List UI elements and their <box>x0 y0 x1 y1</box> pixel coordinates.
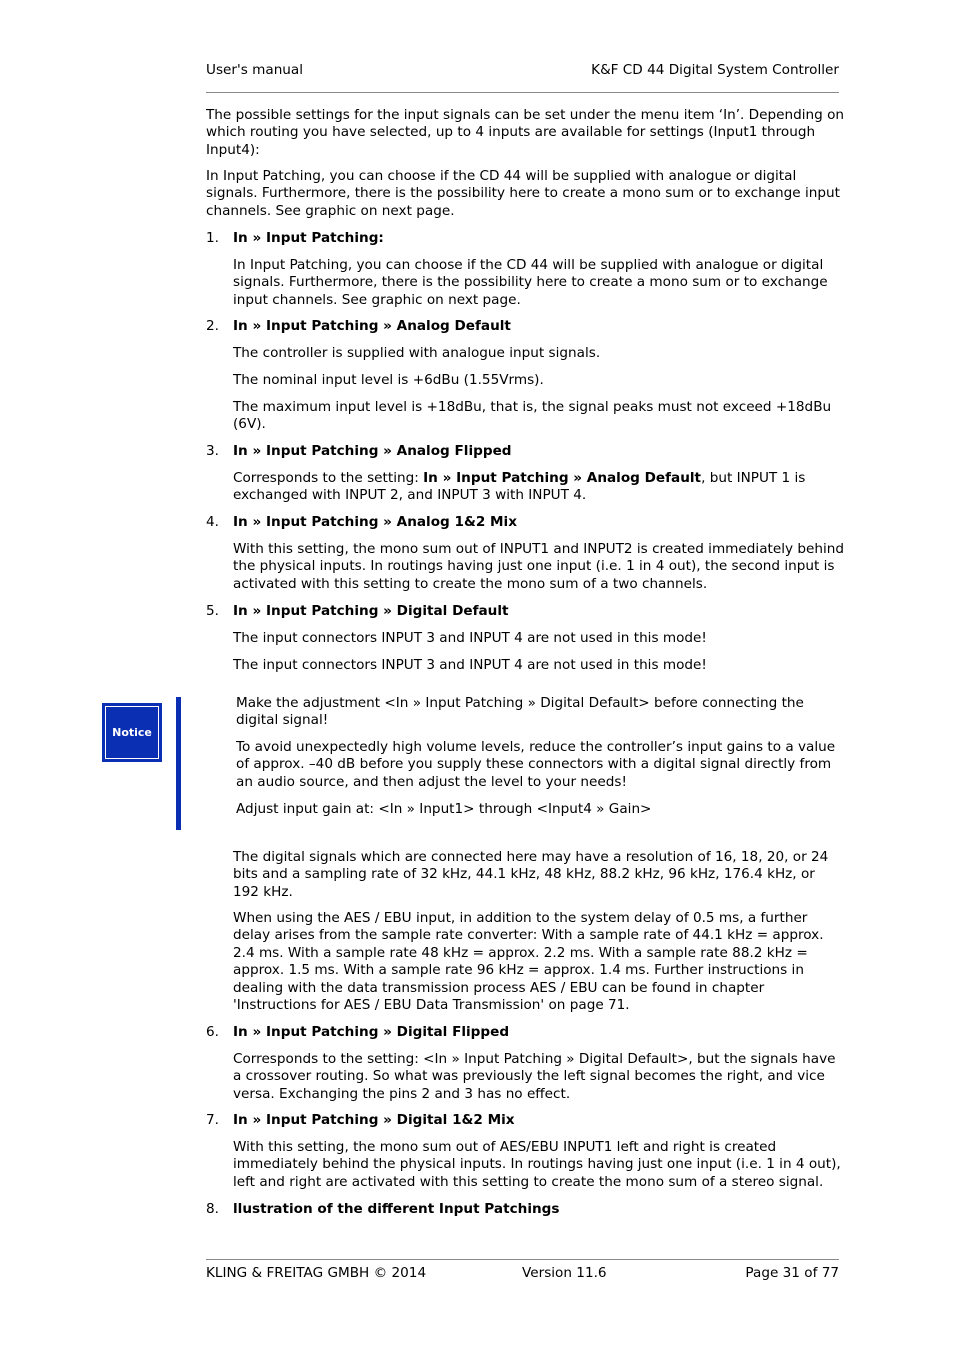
list-item-8-heading: 8. llustration of the different Input Patchings <box>206 1201 560 1217</box>
footer-page-number: Page 31 of 77 <box>745 1265 839 1281</box>
footer-copyright: KLING & FREITAG GMBH © 2014 <box>206 1265 427 1281</box>
item-3-paragraph: Corresponds to the setting: In » Input Patching » Analog Default, but INPUT 1 is exchanged with INPUT 2, and INPUT 3 with INPUT 4. <box>233 470 806 504</box>
notice-paragraph-2: To avoid unexpectedly high volume levels, reduce the controller’s input gains to a value of approx. –40 dB before you supply these connectors with a digital signal directly from an audio source, and then adjust the level to your needs! <box>236 739 836 790</box>
header-right: K&F CD 44 Digital System Controller <box>591 62 839 78</box>
notice-paragraph-3: Adjust input gain at: <In » Input1> through <Input4 » Gain> <box>236 801 652 817</box>
intro-paragraph-2: In Input Patching, you can choose if the CD 44 will be supplied with analogue or digital signals. Furthermore, there is the possibility here to create a mono sum or to exchange input channels. See graphic on next page. <box>206 168 840 219</box>
aes-ebu-delay-paragraph: When using the AES / EBU input, in addition to the system delay of 0.5 ms, a further delay arises from the sample rate converter: With a sample rate of 44.1 kHz = approx. 2.4 ms. With a sample rate 48 kHz = approx. 2.2 ms. With a sample rate 88.2 kHz = approx. 1.5 ms. With a sample rate 96 kHz = approx. 1.4 ms. Further instructions in dealing with the data transmission process AES / EBU can be found in chapter 'Instructions for AES / EBU Data Transmission' on page 71. <box>233 910 824 1014</box>
notice-badge <box>102 703 162 762</box>
item-6-paragraph: Corresponds to the setting: <In » Input Patching » Digital Default>, but the signals have a crossover routing. So what was previously the left signal becomes the right, and vice versa. Exchanging the pins 2 and 3 has no effect. <box>233 1051 836 1102</box>
list-item-6-heading: 6. In » Input Patching » Digital Flipped <box>206 1024 510 1040</box>
item-1-paragraph: In Input Patching, you can choose if the CD 44 will be supplied with analogue or digital signals. Furthermore, there is the possibility here to create a mono sum or to exchange input channels. See graphic on next page. <box>233 257 828 308</box>
item-7-paragraph: With this setting, the mono sum out of AES/EBU INPUT1 left and right is created immediately behind the physical inputs. In routings having just one input (i.e. 1 in 4 out), left and right are activated with this setting to create the mono sum of a stereo signal. <box>233 1139 841 1190</box>
notice-bar <box>176 697 181 830</box>
notice-label: Notice <box>112 726 152 739</box>
notice-paragraph-1: Make the adjustment <In » Input Patching » Digital Default> before connecting the digital signal! <box>236 695 804 729</box>
digital-resolution-paragraph: The digital signals which are connected here may have a resolution of 16, 18, 20, or 24 bits and a sampling rate of 32 kHz, 44.1 kHz, 48 kHz, 88.2 kHz, 96 kHz, 176.4 kHz, or 192 kHz. <box>233 849 829 900</box>
item-5-paragraph-2: The input connectors INPUT 3 and INPUT 4 are not used in this mode! <box>233 657 707 673</box>
intro-paragraph-1: The possible settings for the input signals can be set under the menu item ‘In’. Depending on which routing you have selected, up to 4 inputs are available for settings (Input1 through Input4): <box>206 107 845 158</box>
list-item-4-heading: 4. In » Input Patching » Analog 1&2 Mix <box>206 514 517 530</box>
item-2-paragraph-3: The maximum input level is +18dBu, that is, the signal peaks must not exceed +18dBu (6V). <box>233 399 832 433</box>
header-rule <box>206 92 839 93</box>
item-4-paragraph: With this setting, the mono sum out of INPUT1 and INPUT2 is created immediately behind the physical inputs. In routings having just one input (i.e. 1 in 4 out), the second input is activated with this setting to create the mono sum of a two channels. <box>233 541 844 592</box>
list-item-7-heading: 7. In » Input Patching » Digital 1&2 Mix <box>206 1112 515 1128</box>
item-2-paragraph-1: The controller is supplied with analogue input signals. <box>233 345 601 361</box>
list-item-5-heading: 5. In » Input Patching » Digital Default <box>206 603 509 619</box>
item-5-paragraph-1: The input connectors INPUT 3 and INPUT 4 are not used in this mode! <box>233 630 707 646</box>
list-item-1-heading: 1. In » Input Patching: <box>206 230 384 246</box>
header-left: User's manual <box>206 62 304 78</box>
list-item-3-heading: 3. In » Input Patching » Analog Flipped <box>206 443 512 459</box>
footer-version: Version 11.6 <box>522 1265 607 1281</box>
list-item-2-heading: 2. In » Input Patching » Analog Default <box>206 318 511 334</box>
item-2-paragraph-2: The nominal input level is +6dBu (1.55Vrms). <box>233 372 544 388</box>
footer-rule <box>206 1259 839 1260</box>
